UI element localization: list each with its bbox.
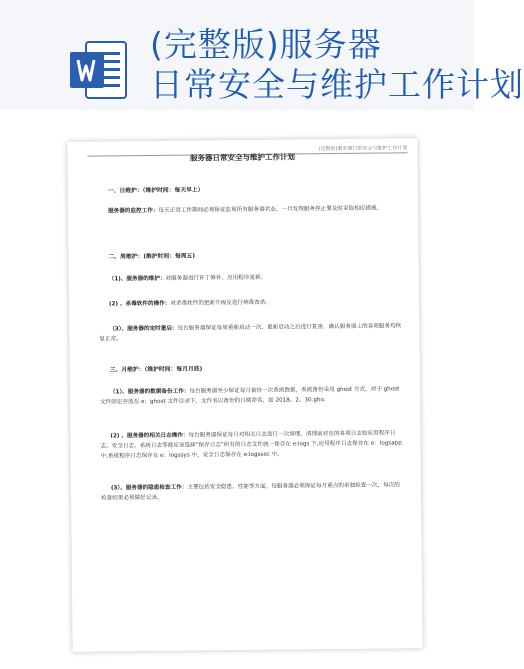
weekly-item-2: [99, 296, 401, 309]
weekly-item-1: [99, 271, 401, 284]
weekly-item-1-text: 对服务器进行补丁修补、应用程序更新。: [165, 274, 267, 282]
section-weekly: 二、周维护：(维护时间：每周五): [108, 253, 196, 261]
word-document-icon: [68, 38, 130, 102]
monthly-item-3-label: (3）、服务器的隐患检查工作：: [110, 484, 188, 492]
page-header-note: (完整版)服务器日常安全与维护工作计划: [318, 145, 408, 153]
daily-paragraph: [98, 203, 400, 216]
document-title: 服务器日常安全与维护工作计划: [189, 152, 296, 163]
weekly-item-2-label: (2) 、杀毒软件的操作：: [109, 300, 171, 308]
weekly-item-2-text: 对杀毒软件的更新升级及进行病毒查杀。: [170, 299, 272, 307]
cover-banner: [0, 0, 524, 110]
monthly-item-3-text: 主要包括安全隐患、性能等方面，每服务器必须保证每月重点的单独检查一次，每次的检查结果必须做好记录。: [101, 482, 400, 502]
monthly-item-2: [100, 428, 402, 461]
weekly-item-3-text: 每台服务器保证每周重新启动一次，重新启动之后进行复查，确认服务器上的各项服务均恢复正常。: [99, 323, 402, 343]
monthly-item-3: [101, 480, 403, 503]
section-daily: 一、日维护：（维护时间：每天早上）: [107, 187, 204, 195]
banner-title-line1: (完整版)服务器: [150, 25, 382, 64]
monthly-item-1-label: （1）、服务器的数据备份工作：: [109, 388, 190, 396]
weekly-item-3-label: （3）、服务器的定时重启：: [109, 325, 178, 333]
section-monthly: 三、月维护：（维护时间：每月月底): [109, 366, 203, 374]
monthly-item-1-text: 每台服务器至少保证每月备份一次系统数据，系统备份采用 ghost 方式，对于 ghost 文件固定存放在 e：ghost 文件目录下，文件名以备份的日期命名，如 2018。2。30.gho.: [100, 386, 400, 406]
daily-item-text: 每天正常工作期间必须保证监视所有服务器状态，一旦发现服务停止要及时采取相应措施.: [158, 205, 379, 214]
monthly-item-2-label: (2) 、服务器的相关日志操作：: [110, 432, 189, 440]
banner-title-line2: 日常安全与维护工作计划: [150, 65, 524, 104]
daily-item-label: 服务器的监控工作：: [108, 207, 159, 215]
monthly-item-1: [100, 384, 402, 407]
weekly-item-3: [99, 321, 401, 344]
monthly-item-2-text: 每台服务器保证每月对相关日志进行一次清理，清理前对应的各项日志如应用程序日志、安全日志、系统日志等都应该选择“保存日志”所有的日志文件统一保存在 e:logs 下,应用程序日志保存在 e：logsapp 中,系统程序日志保存在 e：logssys 中，安全日志保存在 e:logssec 中。: [100, 430, 402, 460]
document-page: [67, 138, 422, 652]
weekly-item-1-label: （1)、服务器的维护：: [108, 275, 166, 283]
